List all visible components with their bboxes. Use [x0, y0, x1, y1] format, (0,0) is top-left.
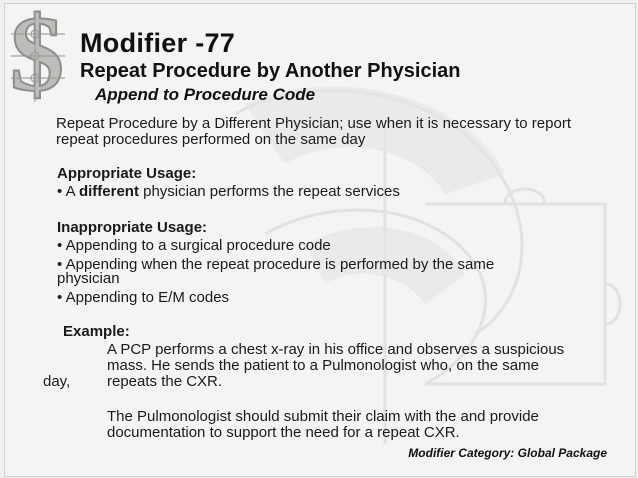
inappropriate-heading: Inappropriate Usage: [57, 219, 208, 236]
intro-line-2: repeat procedures performed on the same day [56, 131, 366, 148]
inappropriate-item-2-line-2: physician [57, 270, 120, 287]
intro-line-1: Repeat Procedure by a Different Physician; use when it is necessary to report [56, 115, 571, 132]
slide-subsubtitle: Append to Procedure Code [95, 85, 316, 104]
slide-subtitle: Repeat Procedure by Another Physician [80, 60, 461, 82]
slide-title: Modifier -77 [80, 28, 236, 58]
example-p1-line-2: mass. He sends the patient to a Pulmonologist who, on the same [107, 357, 539, 374]
slide [4, 3, 636, 477]
appropriate-item-emphasis: different [78, 183, 139, 200]
svg-text:$: $ [10, 4, 64, 104]
example-p1-line-3-right: repeats the CXR. [107, 373, 223, 390]
appropriate-item-suffix: physician performs the repeat services [138, 183, 400, 200]
example-p2-line-1: The Pulmonologist should submit their claim with the and provide [107, 408, 539, 425]
example-p1-line-3-left: day, [43, 373, 71, 390]
dollar-puzzle-icon [5, 4, 77, 104]
inappropriate-item-1: • Appending to a surgical procedure code [57, 237, 331, 254]
example-heading: Example: [63, 323, 130, 340]
footer-category: Modifier Category: Global Package [408, 446, 607, 460]
appropriate-heading: Appropriate Usage: [57, 165, 197, 182]
example-p2-line-2: documentation to support the need for a repeat CXR. [107, 424, 460, 441]
example-p1-line-1: A PCP performs a chest x-ray in his office and observes a suspicious [107, 341, 565, 358]
appropriate-item [57, 184, 400, 200]
inappropriate-item-3: • Appending to E/M codes [57, 289, 230, 306]
inappropriate-item-2-line-1: • Appending when the repeat procedure is performed by the same [57, 256, 495, 273]
appropriate-item-prefix: • A [57, 183, 79, 200]
